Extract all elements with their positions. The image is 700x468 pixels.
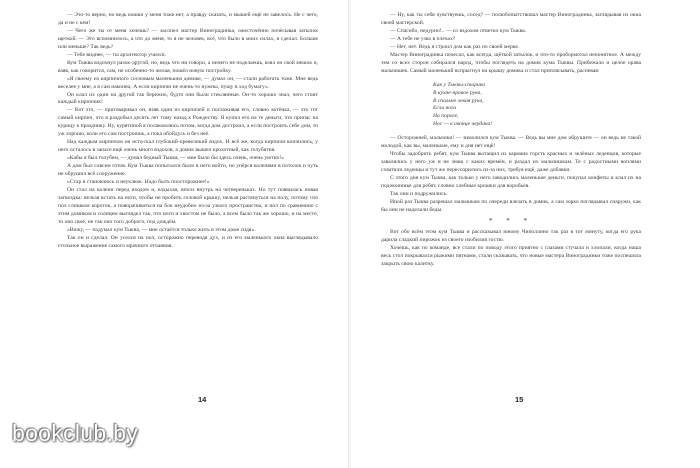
verse-line: На пороге,	[433, 113, 459, 120]
paragraph: Кум Тыква вздохнул разок-другой, но, ведь что ни говори, а ничего не поделаешь, взял он свой мешок и, взяв, как говорится, сам, не особенно-то желая, пошёл новую постройку.	[58, 59, 318, 74]
section-divider-stars: * * *	[489, 216, 533, 225]
paragraph: — Вот это, — приговаривал он, взяв один из кирпичей и поглаживая его, словно котёнка, — это тот самый кирпич, что я раздобыл десять лет тому назад к Рождеству. Я купил его на те деньги, что припас на курицу к празднику. Ну, курятиной я полакомлюсь потом, когда дом достроил, а если построить себе дом, то уж хорошо, коли его сам построишь, а пока обойдусь и без неё.	[58, 107, 318, 138]
paragraph: — Ну, как ты себя чувствуешь, сосед? — полюбопытствовал мастер Виноградинка, заглядывая из окна своей мастерской.	[381, 12, 641, 26]
paragraph: «Вижу, — подумал кум Тыква, — мне остаётся только жить в этом доме сидя».	[67, 226, 256, 233]
paragraph: — Чего же ты от меня хочешь? — засопел мастер Виноградинка, ожесточённо почёсывая затылок щеткой. — Это вспомнилось, а что до меня, то я не человек, всё, что было в моих силах, я сделал. Больше или меньше? Так ведь?	[58, 27, 318, 50]
verse-line: Если ноги	[433, 105, 457, 112]
paragraph: — Спасибо, недурно!.. — со вздохом ответил кум Тыква.	[390, 27, 527, 34]
paragraph: Так они и подружились.	[390, 191, 448, 198]
paragraph: — А тебе не узко в плечах?	[390, 35, 456, 42]
page-number-left: 14	[198, 395, 207, 404]
paragraph: Так он и сделал. Он уселся на пол, осторожно переводя дух, и из его маленького окна выглядывало стольное выражение самого мрачного отчаяния.	[58, 234, 318, 249]
paragraph: — Это-то верно, но ведь кошки у меня тоже нет, а правду сказать, и мышей ещё не завелось. Не с чего, да и не с кем!	[58, 12, 318, 26]
paragraph: «Стар я становлюсь и неуклюж. Надо быть поосторожнее!»	[67, 179, 210, 186]
paragraph: — Осторожней, мальчики! — взмолился кум Тыква. — Ведь вы мне дом обрушите — он ведь не такой молодой, как вы, маленькие, ему и дня нет ещё!	[381, 135, 641, 150]
paragraph: Чтобы задобрить ребят, кум Тыква вытащил из кармана горсть красных и зелёных леденцов, которые завалялись у него уж и не знаю с каких времён, и раздал их мальчишкам. Те с радостными воплями схватили леденцы и тут же перессорились из-за них, требуя ещё, даже добавки.	[381, 151, 641, 174]
paragraph: С этого дня кум Тыква, как только у него заводились маленькие деньги, покупал конфеты и клал их на подоконнике для ребят, словно хлебные крошки для воробьёв.	[381, 175, 641, 190]
paragraph: — Нет, нет. Ведь я строил дом как раз по своей мерке.	[390, 43, 520, 50]
left-page	[0, 0, 349, 468]
paragraph: Мастер Виноградинка почесал, как всегда, щёткой затылок, и что-то пробормотал непонятное. А между тем со всех сторон собирался народ, чтобы поглядеть на домик кума Тыквы. Прибежало и целое орава мальчишек. Самый маленький вспрыгнул на крышу домика и стал приплясывать, распевая:	[381, 51, 641, 74]
verse-line: В кухне-правое рука,	[433, 89, 482, 96]
paragraph: Хочешь, как по команде, все стали по поводу этого приятно с глазами стучала и хлопали, когда наша весь стол покрывался рыжими пятнами, стали сказывать, что новые мастера Виноградинки тоже поспешила закрыть свою калитку.	[381, 244, 641, 267]
site-watermark: bookclub.by	[12, 420, 139, 446]
verse-line: Как у Тыквы-старика	[433, 81, 486, 88]
left-text-column	[58, 12, 318, 251]
paragraph: «Я своему из кирпичного сосновым маленьким домике, — думал он, — стали работать тоже. Мне ведь веселее у мне, а я сам наконец. А если кирпичи не очень-то нужны, пущу в ход бумагу».	[58, 75, 318, 90]
verse-line: В спальне левая рука,	[433, 97, 484, 104]
paragraph: Вот обо всём этом кум Тыква и рассказывал юному Чиполлино так раз в тот минуту, когда его рука дарила сладкий пирожок из своего изобилия гостю.	[381, 228, 641, 243]
paragraph: Он клал их один на другой так бережно, будто они были стеклянные. Он-то хорошо знал, чего стоит каждый кирпичик!	[58, 91, 318, 106]
page-number-right: 15	[515, 395, 524, 404]
paragraph: Над каждым кирпичом он испускал глубокий-превеликий вздох. И всё же, когда кирпичи кончились, у него осталось в запасе ещё очень много вздохов, а домик вышел крохотный, как голубятня.	[58, 139, 318, 154]
right-page	[351, 0, 700, 468]
right-text-column	[381, 12, 641, 269]
paragraph: Иной раз Тыква разрешал мальчикам по очереди влезать в домик, а сам зорко поглядывал снаружи, как бы они не наделали беды.	[381, 198, 641, 213]
paragraph: Он стал на колени перед входом и, вздыхая, вполз внутрь на четвереньках. Но тут появилась новая загвоздка: нельзя встать на ноги, чтобы не пробить головой крышу, нельзя растянуться на полу, потому что пол слишком короток, а поворачиваться на бок неудобно из-за узкого пространства, и пол по сравнению с этим домиком и солнцем выглядел так, что ноги и хвостом не было, а всем было так же хорошо, и на месте, то оно своё, не так оно того доброго, под дождём.	[58, 186, 318, 225]
verse-line: Нос — в оконце чердака!	[433, 121, 493, 128]
paragraph: А дом был совсем готов. Кум Тыква попытался было в него войти, но упёрся коленями в потолок и чуть не обрушил всё сооружение.	[58, 163, 318, 178]
paragraph: — Тебе виднее, — ты архитектор учился.	[67, 51, 167, 58]
paragraph: «Кабы я был голубем, — думал бедный Тыква, — мне было бы здесь очень, очень уютно!»	[67, 155, 285, 162]
